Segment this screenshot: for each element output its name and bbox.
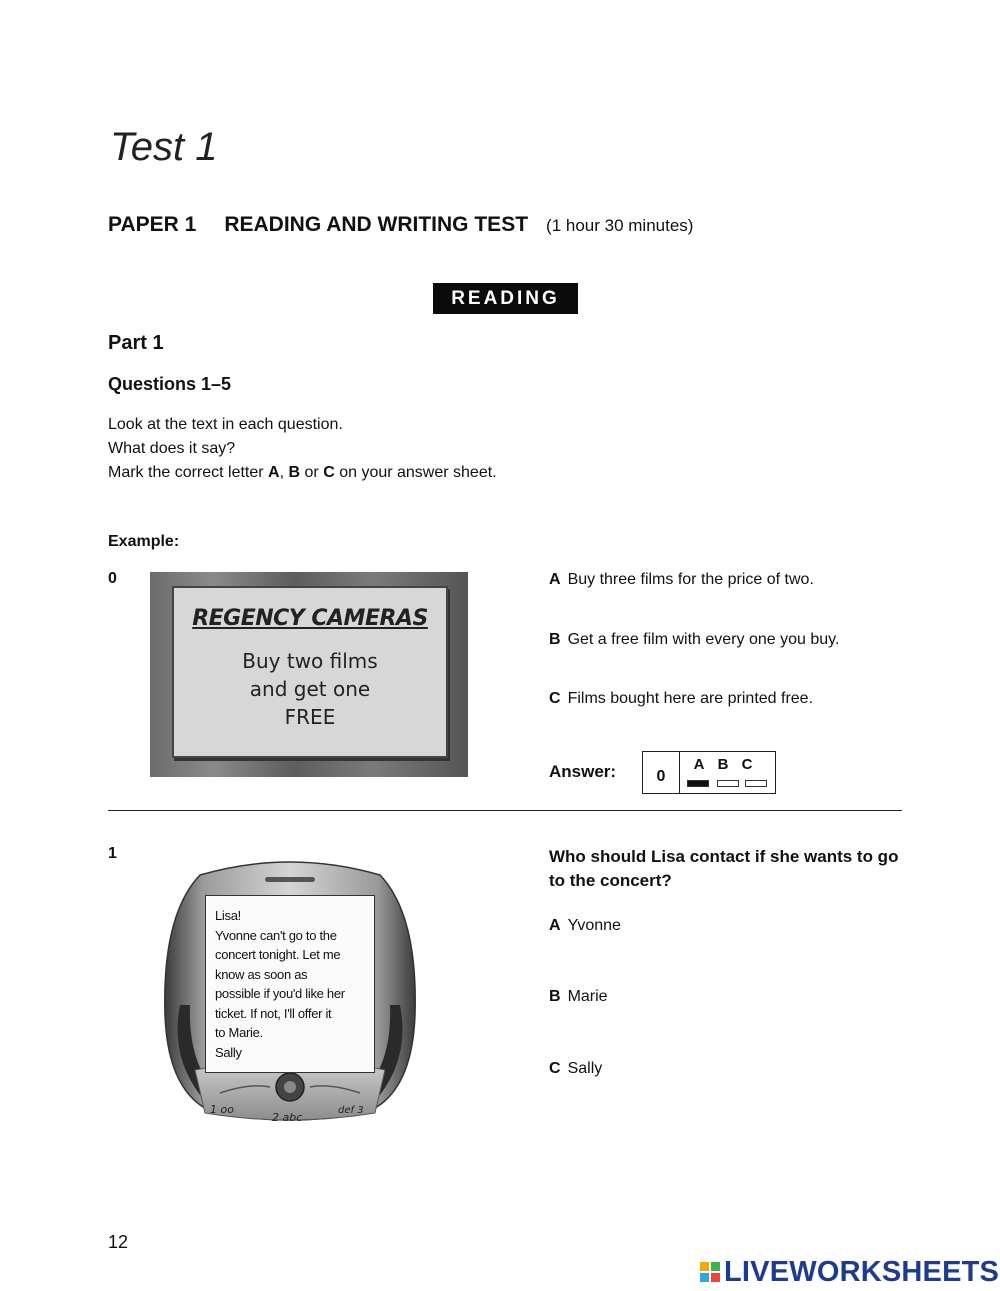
example-option-b[interactable]: B Get a free film with every one you buy.	[549, 631, 840, 648]
questions-range: Questions 1–5	[108, 374, 232, 394]
sign-title: REGENCY CAMERAS	[192, 606, 428, 631]
sign-text: Buy two films and get one FREE	[242, 649, 378, 729]
instruction-line: What does it say?	[108, 440, 236, 457]
question-number: 1	[108, 845, 117, 862]
test-title: Test 1	[110, 125, 218, 169]
sign-board	[172, 586, 448, 758]
example-label: Example:	[108, 533, 180, 550]
instruction-line: Mark the correct letter A, B or C on your answer sheet.	[108, 464, 497, 481]
example-number: 0	[108, 570, 117, 587]
liveworksheets-logo	[700, 1256, 999, 1289]
paper-duration: (1 hour 30 minutes)	[546, 216, 694, 235]
sms-message: Lisa! Yvonne can't go to the concert tonight. Let me know as soon as possible if you'd like her ticket. If not, I'll offer it to Marie. Sally	[215, 908, 345, 1060]
answer-letters: A B C	[693, 756, 753, 773]
key-2: 2 abc	[272, 1111, 303, 1124]
phone-screen	[205, 895, 375, 1073]
instructions	[108, 413, 497, 485]
part-title: Part 1	[108, 332, 164, 354]
answer-box	[642, 751, 776, 794]
key-3: def 3	[338, 1105, 364, 1116]
instruction-line: Look at the text in each question.	[108, 416, 343, 433]
answer-bubble-c[interactable]	[745, 780, 767, 787]
reading-banner: READING	[433, 283, 578, 314]
example-option-a[interactable]: A Buy three films for the price of two.	[549, 571, 814, 588]
divider	[108, 810, 902, 811]
q1-option-c[interactable]: C Sally	[549, 1060, 603, 1077]
answer-bubble-a[interactable]	[687, 780, 709, 787]
page-number: 12	[108, 1232, 129, 1252]
question-text: Who should Lisa contact if she wants to go to the concert?	[549, 847, 899, 890]
paper-heading	[108, 213, 693, 237]
brand-text: LIVEWORKSHEETS	[724, 1256, 1000, 1288]
q1-option-a[interactable]: A Yvonne	[549, 917, 621, 934]
example-option-c[interactable]: C Films bought here are printed free.	[549, 690, 814, 707]
paper-label: PAPER 1	[108, 213, 197, 236]
answer-bubble-b[interactable]	[717, 780, 739, 787]
liveworksheets-icon	[700, 1262, 720, 1282]
key-1: 1 oo	[210, 1103, 234, 1116]
answer-number: 0	[643, 752, 680, 793]
q1-option-b[interactable]: B Marie	[549, 988, 608, 1005]
paper-name: READING AND WRITING TEST	[224, 213, 529, 236]
answer-label: Answer:	[549, 762, 617, 781]
